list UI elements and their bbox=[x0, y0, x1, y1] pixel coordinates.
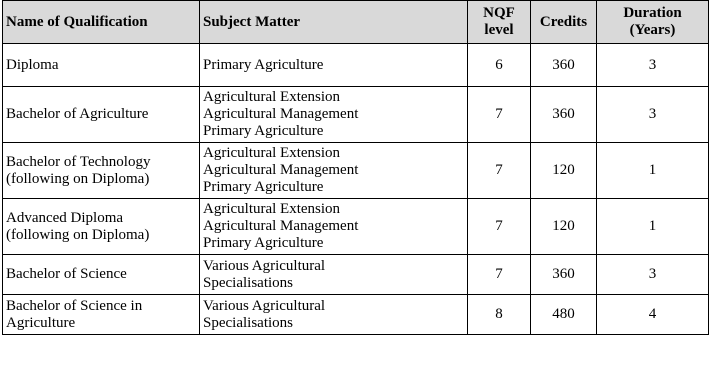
header-credits: Credits bbox=[531, 1, 597, 44]
header-duration: Duration (Years) bbox=[597, 1, 709, 44]
cell-subject: Primary Agriculture bbox=[200, 44, 468, 87]
table-body bbox=[3, 44, 709, 335]
table-row bbox=[3, 143, 709, 199]
cell-nqf: 7 bbox=[468, 143, 531, 199]
cell-credits: 480 bbox=[531, 295, 597, 335]
cell-credits: 120 bbox=[531, 199, 597, 255]
header-nqf-level: NQF level bbox=[468, 1, 531, 44]
cell-subject: Agricultural Extension Agricultural Management Primary Agriculture bbox=[200, 143, 468, 199]
cell-nqf: 8 bbox=[468, 295, 531, 335]
table-header bbox=[3, 1, 709, 44]
table-row bbox=[3, 295, 709, 335]
header-name-of-qualification: Name of Qualification bbox=[3, 1, 200, 44]
cell-qualification: Bachelor of Agriculture bbox=[3, 87, 200, 143]
cell-nqf: 6 bbox=[468, 44, 531, 87]
cell-nqf: 7 bbox=[468, 255, 531, 295]
cell-duration: 1 bbox=[597, 199, 709, 255]
table-row bbox=[3, 255, 709, 295]
cell-credits: 360 bbox=[531, 87, 597, 143]
cell-qualification: Advanced Diploma (following on Diploma) bbox=[3, 199, 200, 255]
header-row bbox=[3, 1, 709, 44]
cell-qualification: Bachelor of Science in Agriculture bbox=[3, 295, 200, 335]
cell-subject: Various Agricultural Specialisations bbox=[200, 295, 468, 335]
table-row bbox=[3, 199, 709, 255]
qualifications-table bbox=[2, 0, 709, 335]
table-row bbox=[3, 87, 709, 143]
cell-duration: 3 bbox=[597, 44, 709, 87]
cell-nqf: 7 bbox=[468, 199, 531, 255]
table-row bbox=[3, 44, 709, 87]
cell-subject: Agricultural Extension Agricultural Management Primary Agriculture bbox=[200, 87, 468, 143]
cell-credits: 360 bbox=[531, 44, 597, 87]
cell-duration: 1 bbox=[597, 143, 709, 199]
cell-duration: 3 bbox=[597, 87, 709, 143]
cell-duration: 3 bbox=[597, 255, 709, 295]
cell-subject: Agricultural Extension Agricultural Management Primary Agriculture bbox=[200, 199, 468, 255]
cell-qualification: Bachelor of Technology (following on Diploma) bbox=[3, 143, 200, 199]
cell-nqf: 7 bbox=[468, 87, 531, 143]
cell-credits: 120 bbox=[531, 143, 597, 199]
cell-subject: Various Agricultural Specialisations bbox=[200, 255, 468, 295]
cell-qualification: Diploma bbox=[3, 44, 200, 87]
cell-qualification: Bachelor of Science bbox=[3, 255, 200, 295]
cell-duration: 4 bbox=[597, 295, 709, 335]
cell-credits: 360 bbox=[531, 255, 597, 295]
header-subject-matter: Subject Matter bbox=[200, 1, 468, 44]
